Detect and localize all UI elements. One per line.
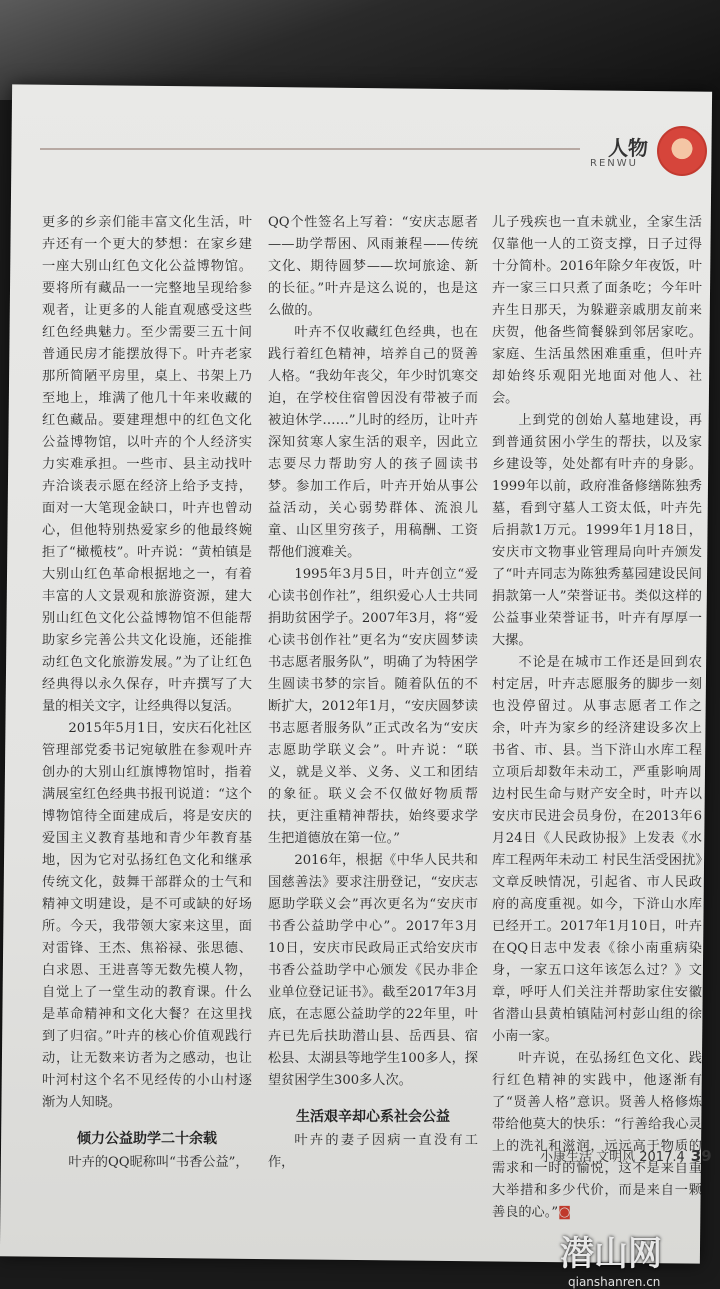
text-column-2 [268, 212, 478, 1174]
subheading: 生活艰辛却心系社会公益 [296, 1109, 450, 1125]
paragraph: QQ个性签名上写着：“安庆志愿者——助学帮困、风雨兼程——传统文化、期待圆梦——坎坷旅途、新的长征。”叶卉是这么说的，也是这么做的。 [268, 215, 478, 318]
paragraph-text: 叶卉说，在弘扬红色文化、践行红色精神的实践中，他逐渐有了“贤善人格”意识。贤善人格修炼带给他莫大的快乐：“行善给我心灵上的洗礼和滋润，远远高于物质的需求和一时的愉悦，这不是来自重大举措和多少代价，而是来自一颗善良的心。” [492, 1051, 702, 1220]
paragraph [492, 1048, 702, 1224]
paragraph: 叶卉的妻子因病一直没有工作， [268, 1133, 478, 1170]
paragraph: 叶卉不仅收藏红色经典，也在践行着红色精神，培养自己的贤善人格。“我幼年丧父，年少时饥寒交迫，在学校住宿曾因没有带被子而被迫休学……”儿时的经历，让叶卉深知贫寒人家生活的艰辛，因此立志要尽力帮助穷人的孩子圆读书梦。参加工作后，叶卉开始从事公益活动，关心弱势群体、流浪儿童、山区里穷孩子，用稿酬、工资帮他们渡难关。 [268, 325, 478, 560]
section-subtitle: RENWU [590, 158, 638, 169]
text-column-1 [42, 212, 252, 1174]
magazine-name: 小康生活 文明风 2017.4 [540, 1150, 685, 1165]
text-column-3 [492, 212, 702, 1224]
paragraph: 更多的乡亲们能丰富文化生活，叶卉还有一个更大的梦想：在家乡建一座大别山红色文化公益博物馆。要将所有藏品一一完整地呈现给参观者，让更多的人能直观感受这些红色经典魅力。至少需要三五十间普通民房才能摆放得下。叶卉老家那所简陋平房里，桌上、书架上乃至地上，堆满了他几十年来收藏的红色藏品。要建理想中的红色文化公益博物馆，以叶卉的个人经济实力实难承担。一些市、县主动找叶卉洽谈表示愿在经济上给予支持，面对一大笔现金缺口，叶卉也曾动心，但他特别热爱家乡的他最终婉拒了“橄榄枝”。叶卉说：“黄柏镇是大别山红色革命根据地之一，有着丰富的人文景观和旅游资源，建大别山红色文化公益博物馆不但能帮助家乡完善公共文化设施，还能推动红色文化旅游发展。”为了让红色经典得以永久保存，叶卉撰写了大量的相关文字，让经典得以复活。 [42, 215, 252, 714]
section-title: 人物 [608, 136, 648, 160]
end-mark-icon: ◙ [558, 1205, 571, 1220]
header-rule [40, 148, 580, 150]
site-watermark [560, 1226, 720, 1289]
section-portrait-icon [657, 126, 707, 176]
paragraph: 叶卉的QQ昵称叫“书香公益”， [68, 1155, 249, 1170]
watermark-url: qianshanren.cn [568, 1275, 661, 1289]
page-number: 39 [690, 1147, 712, 1165]
paragraph: 不论是在城市工作还是回到农村定居，叶卉志愿服务的脚步一刻也没停留过。从事志愿者工作之余，叶卉为家乡的经济建设多次上书省、市、县。当下浒山水库工程立项后却数年未动工，严重影响周边村民生命与财产安全时，叶卉以安庆市民进会员身份，在2013年6月24日《人民政协报》上发表《水库工程两年未动工 村民生活受困扰》文章反映情况，引起省、市人民政府的高度重视。如今，下浒山水库已经开工。2017年1月10日，叶卉在QQ日志中发表《徐小南重病染身，一家五口这年该怎么过？》文章，呼吁人们关注并帮助家住安徽省潜山县黄柏镇陆河村彭山组的徐小南一家。 [492, 655, 702, 1044]
page-footer [540, 1146, 712, 1165]
paragraph: 2016年，根据《中华人民共和国慈善法》要求注册登记，“安庆志愿助学联义会”再次更名为“安庆市书香公益助学中心”。2017年3月10日，安庆市民政局正式给安庆市书香公益助学中心颁发《民办非企业单位登记证书》。截至2017年3月底，在志愿公益助学的22年里，叶卉已先后扶助潜山县、岳西县、宿松县、太湖县等地学生100多人，探望贫困学生300多人次。 [268, 853, 478, 1088]
watermark-logo: 潜山网 [560, 1234, 662, 1274]
paragraph: 1995年3月5日，叶卉创立“爱心读书创作社”，组织爱心人士共同捐助贫困学子。2007年3月，将“爱心读书创作社”更名为“安庆圆梦读书志愿者服务队”，明确了为特困学生圆读书梦的宗旨。随着队伍的不断扩大，2012年1月，“安庆圆梦读书志愿者服务队”正式改名为“安庆志愿助学联义会”。叶卉说：“联义，就是义举、义务、义工和团结的象征。联义会不仅做好物质帮扶，更注重精神帮扶，始终要求学生把道德放在第一位。” [268, 567, 478, 846]
paragraph: 2015年5月1日，安庆石化社区管理部党委书记宛敏胜在参观叶卉创办的大别山红旗博物馆时，指着满展室红色经典书报刊说道：“这个博物馆待全面建成后，将是安庆的爱国主义教育基地和青少年教育基地，因为它对弘扬红色文化和继承传统文化，鼓舞干部群众的士气和精神文明建设，是不可或缺的好场所。今天，我带领大家来这里，面对雷锋、王杰、焦裕禄、张思德、白求恩、王进喜等无数先模人物，自觉上了一堂生动的教育课。什么是革命精神和文化大餐？在这里找到了归宿。”叶卉的核心价值观践行动，让无数来访者为之感动，也让叶河村这个名不见经传的小山村逐渐为人知晓。 [42, 721, 252, 1110]
subheading: 倾力公益助学二十余载 [77, 1131, 217, 1147]
paragraph: 儿子残疾也一直未就业，全家生活仅靠他一人的工资支撑，日子过得十分简朴。2016年除夕年夜饭，叶卉一家三口只煮了面条吃；今年叶卉生日那天，为躲避亲戚朋友前来庆贺，他备些简餐躲到邻居家吃。家庭、生活虽然困难重重，但叶卉却始终乐观阳光地面对他人、社会。 [492, 215, 702, 406]
paragraph: 上到党的创始人墓地建设，再到普通贫困小学生的帮扶，以及家乡建设等，处处都有叶卉的身影。1999年以前，政府准备修缮陈独秀墓，看到守墓人工资太低，叶卉先后捐款1万元。1999年1月18日，安庆市文物事业管理局向叶卉颁发了“叶卉同志为陈独秀墓园建设民间捐款第一人”荣誉证书。类似这样的公益事业荣誉证书，叶卉有厚厚一大摞。 [492, 413, 702, 648]
